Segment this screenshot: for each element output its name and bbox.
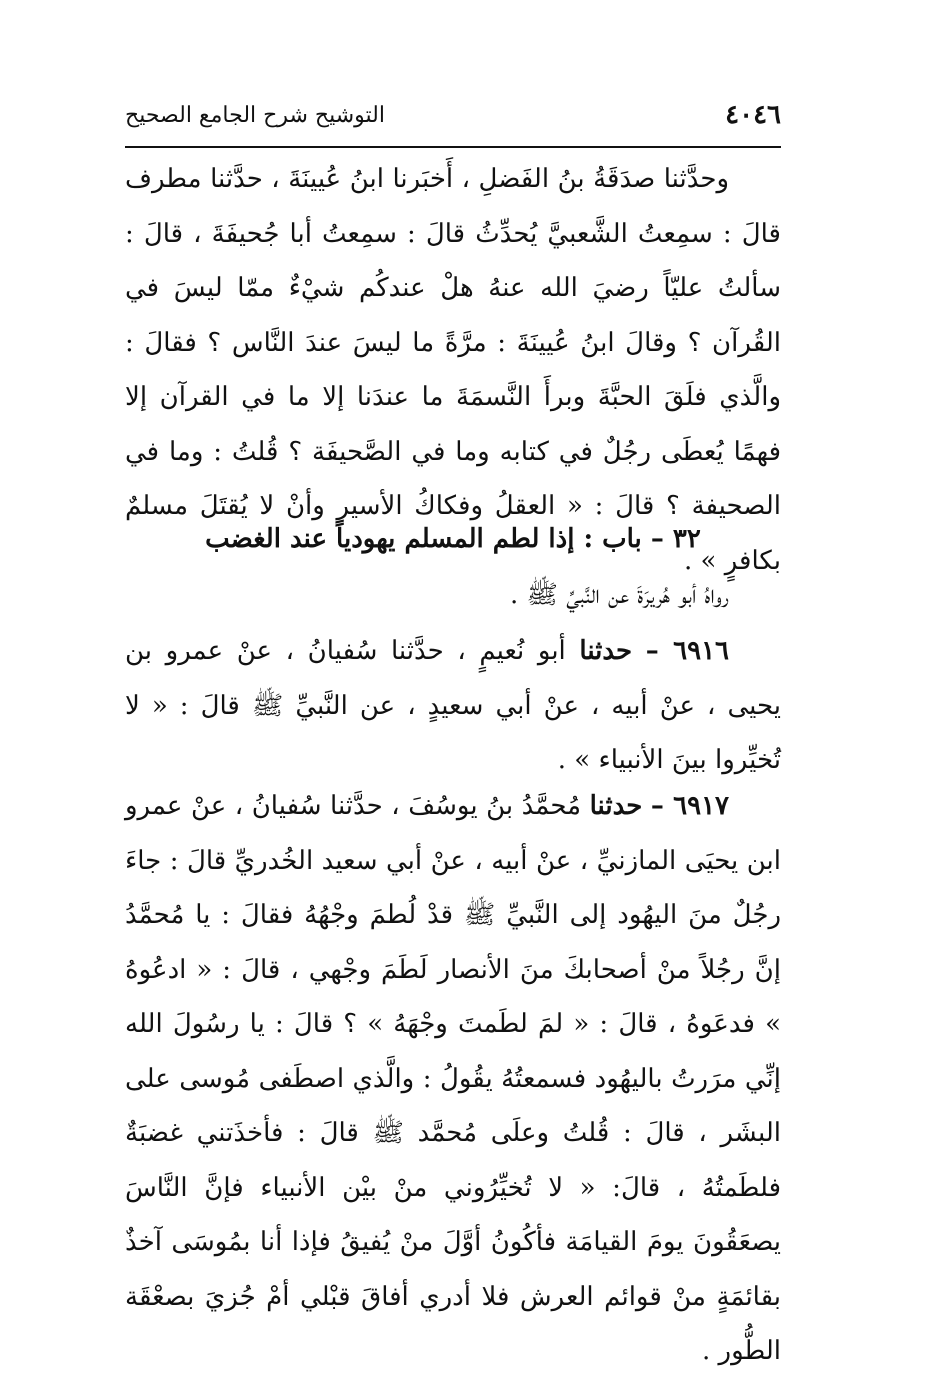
hadith-6916 [125,624,781,788]
hadith-lead: حدثنا [589,791,643,821]
riwaya-note [125,568,781,623]
hadith-number: ٦٩١٧ – [650,791,729,821]
page-number: ٤٠٤٦ [725,100,781,130]
hadith-text [125,779,781,1379]
running-title: التوشيح شرح الجامع الصحيح [125,102,385,128]
hadith-lead: حدثنا [579,636,633,666]
riwaya-line: رواهُ أبو هُريرَةَ عن النَّبيِّ ﷺ . [510,580,729,610]
hadith-number: ٦٩١٦ – [645,636,729,666]
paragraph-text: وحدَّثنا صدَقَةُ بنُ الفَضلِ ، أَخبَرنا ابنُ عُيينَةَ ، حدَّثنا مطرف قالَ : سمِعتُ الشَّعبيَّ يُحدِّثُ قالَ : سمِعتُ أبا جُحيفَةَ ، قالَ : سألتُ عليّاً رضيَ الله عنهُ هلْ عندكُم شيْءٌ ممّا ليسَ في القُرآن ؟ وقالَ ابنُ عُيينَةَ : مرَّةً ما ليسَ عندَ النَّاس ؟ فقالَ : والَّذي فلَقَ الحبَّةَ وبرأَ النَّسمَةَ ما عندَنا إلا ما في القرآن إلا فهمًا يُعطَى رجُلٌ في كتابه وما في الصَّحيفَة ؟ قُلتُ : وما في الصحيفة ؟ قالَ : « العقلُ وفكاكُ الأسير وأنْ لا يُقتَلَ مسلمٌ بكافرٍ » . [125,164,781,576]
hadith-body: مُحمَّدُ بنُ يوسُفَ ، حدَّثنا سُفيانُ ، عنْ عمرو ابن يحيَى المازنيِّ ، عنْ أبيه ، عنْ أبي سعيد الخُدريِّ قالَ : جاءَ رجُلٌ منَ اليهُود إلى النَّبيِّ ﷺ قدْ لُطمَ وجْهُهُ فقالَ : يا مُحمَّدُ إنَّ رجُلاً منْ أصحابكَ منَ الأنصار لَطَمَ وجْهي ، قالَ : « ادعُوهُ » فدعَوهُ ، قالَ : « لمَ لطَمتَ وجْهَهُ » ؟ قالَ : يا رسُولَ الله إنِّي مرَرتُ باليهُود فسمعتُهُ يقُولُ : والَّذي اصطَفى مُوسى على البشَر ، قالَ : قُلتُ وعلَى مُحمَّد ﷺ قالَ : فأخذَتني غضبَةٌ فلطَمتُهُ ، قالَ: « لا تُخيِّرُوني منْ بيْن الأنبياء فإنَّ النَّاسَ يصعَقُونَ يومَ القيامَة فأكُونُ أوَّلَ منْ يُفيقُ فإذا أنا بمُوسَى آخذٌ بقائمَةٍ منْ قوائم العرش فلا أدري أفاقَ قبْلي أمْ جُزيَ بصعْقَة الطُّور . [125,791,781,1366]
hadith-6917 [125,779,781,1379]
section-heading: ٣٢ – باب : إذا لطم المسلم يهودياً عند الغضب [205,524,701,554]
page-header [125,92,781,138]
hadith-text [125,624,781,788]
hadith-body: أبو نُعيمٍ ، حدَّثنا سُفيانُ ، عنْ عمرو بن يحيى ، عنْ أبيه ، عنْ أبي سعيدٍ ، عن النَّبيِّ ﷺ قالَ : « لا تُخيِّروا بينَ الأنبياء » . [125,636,781,775]
header-divider [125,146,781,148]
